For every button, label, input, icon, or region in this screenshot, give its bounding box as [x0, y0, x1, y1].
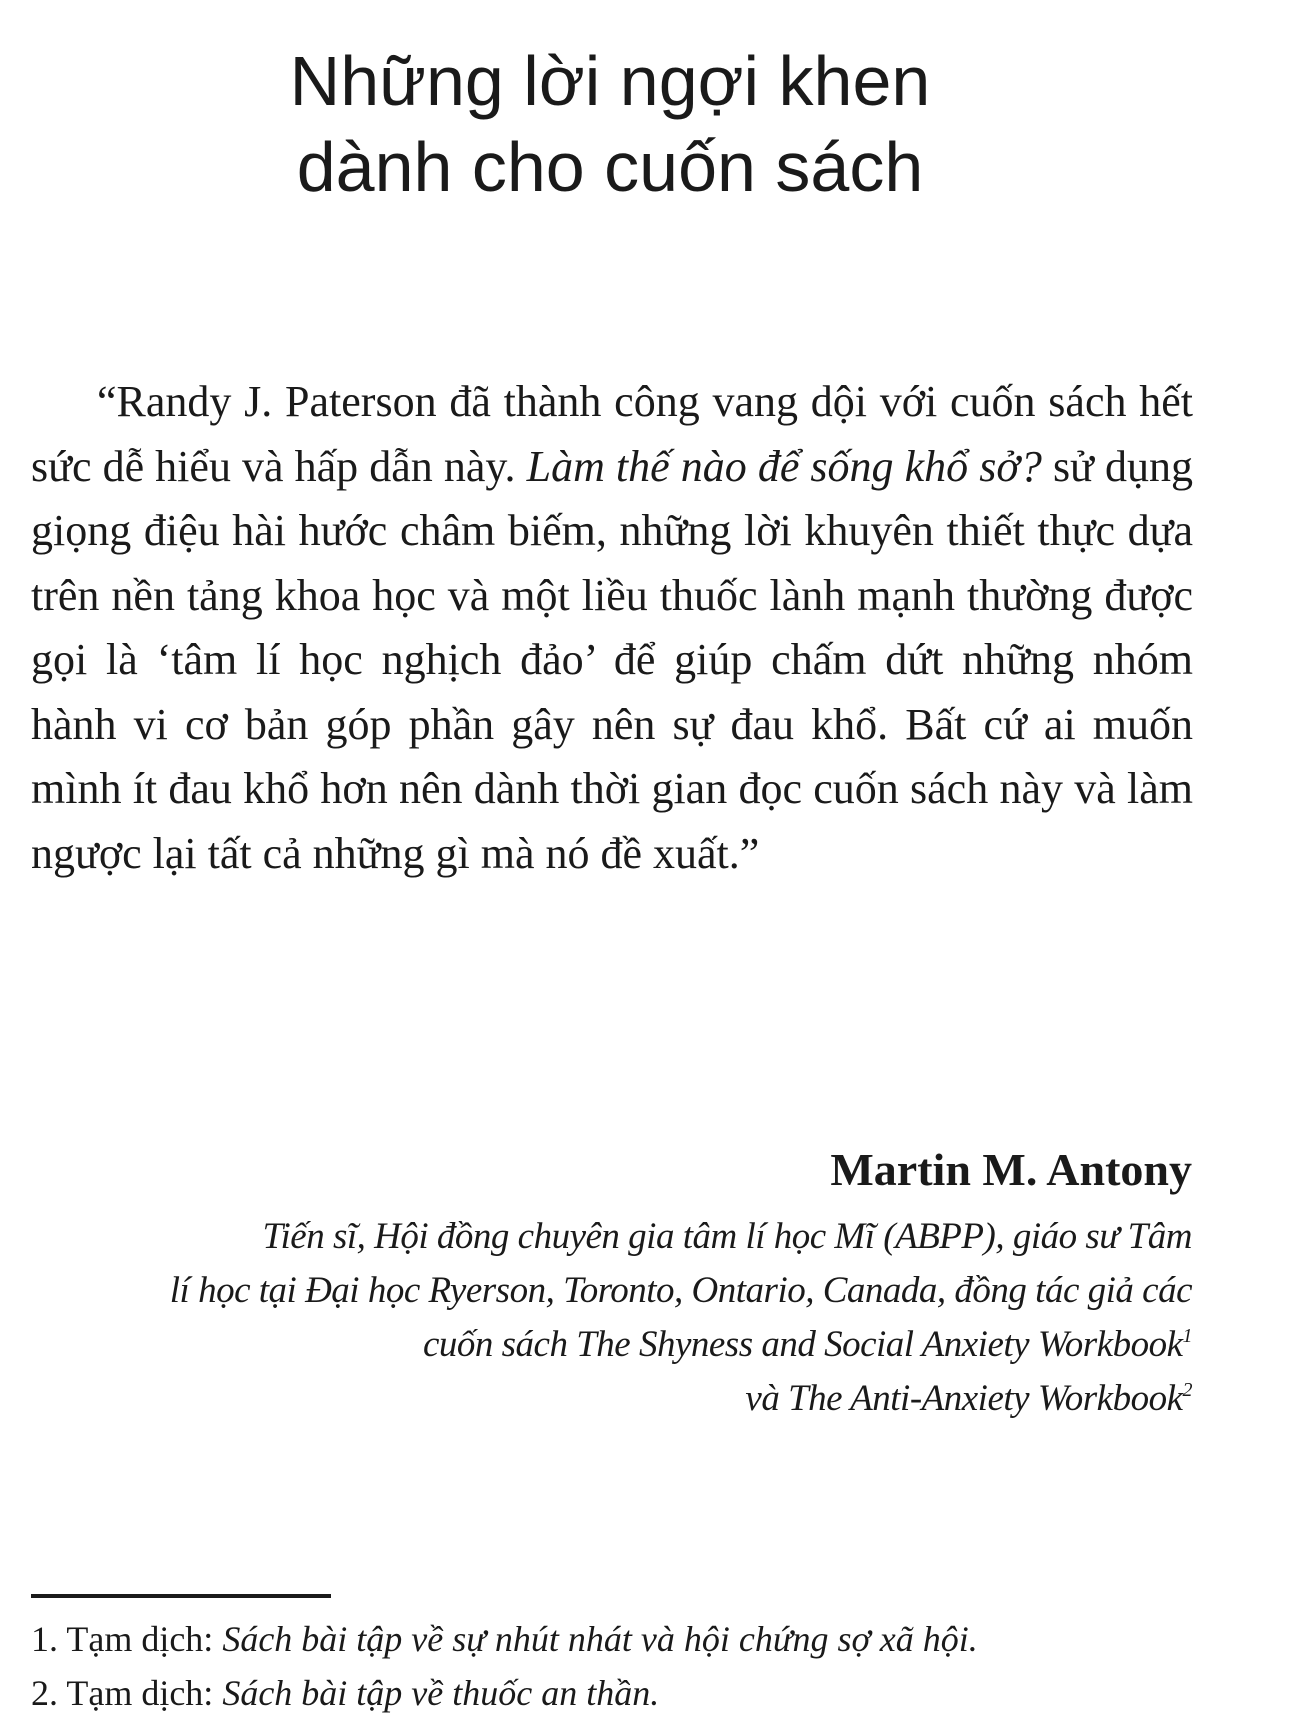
credentials-line-4: [30, 1372, 1192, 1426]
credentials-line-4-text: và The Anti-Anxiety Workbook: [745, 1378, 1183, 1419]
footnotes: [31, 1612, 1231, 1720]
praise-quote: [31, 370, 1193, 886]
footnote-1: [31, 1612, 1231, 1666]
credentials-line-3: [30, 1318, 1192, 1372]
footnote-ref-2: 2: [1182, 1379, 1192, 1401]
footnote-1-text: Sách bài tập về sự nhút nhát và hội chứng sợ xã hội.: [222, 1619, 978, 1659]
footnote-2-text: Sách bài tập về thuốc an thần.: [222, 1673, 660, 1713]
quote-text-after: sử dụng giọng điệu hài hước châm biếm, những lời khuyên thiết thực dựa trên nền tảng khoa học và một liều thuốc lành mạnh thường được gọi là ‘tâm lí học nghịch đảo’ để giúp chấm dứt những nhóm hành vi cơ bản góp phần gây nên sự đau khổ. Bất cứ ai muốn mình ít đau khổ hơn nên dành thời gian đọc cuốn sách này và làm ngược lại tất cả những gì mà nó đề xuất.”: [31, 441, 1193, 878]
page-title-line-1: Những lời ngợi khen: [289, 42, 931, 120]
page-title: [0, 38, 1220, 210]
quote-text-before: “Randy J. Paterson đã thành công vang dội với cuốn sách hết sức dễ hiểu và hấp dẫn này.: [31, 377, 1193, 491]
footnote-divider: [31, 1594, 331, 1598]
attribution: [30, 1140, 1192, 1426]
footnote-2-prefix: 2. Tạm dịch:: [31, 1673, 223, 1713]
footnote-ref-1: 1: [1182, 1325, 1192, 1347]
footnote-2: [31, 1666, 1231, 1720]
footnote-1-prefix: 1. Tạm dịch:: [31, 1619, 223, 1659]
page-title-line-2: dành cho cuốn sách: [296, 128, 924, 206]
author-name: Martin M. Antony: [830, 1144, 1192, 1195]
author-credentials: [30, 1210, 1192, 1426]
quote-book-title: Làm thế nào để sống khổ sở?: [526, 441, 1042, 491]
credentials-line-1: Tiến sĩ, Hội đồng chuyên gia tâm lí học Mĩ (ABPP), giáo sư Tâm: [262, 1216, 1192, 1257]
credentials-line-3-text: cuốn sách The Shyness and Social Anxiety Workbook: [422, 1324, 1183, 1365]
credentials-line-2: lí học tại Đại học Ryerson, Toronto, Ontario, Canada, đồng tác giả các: [169, 1270, 1192, 1311]
